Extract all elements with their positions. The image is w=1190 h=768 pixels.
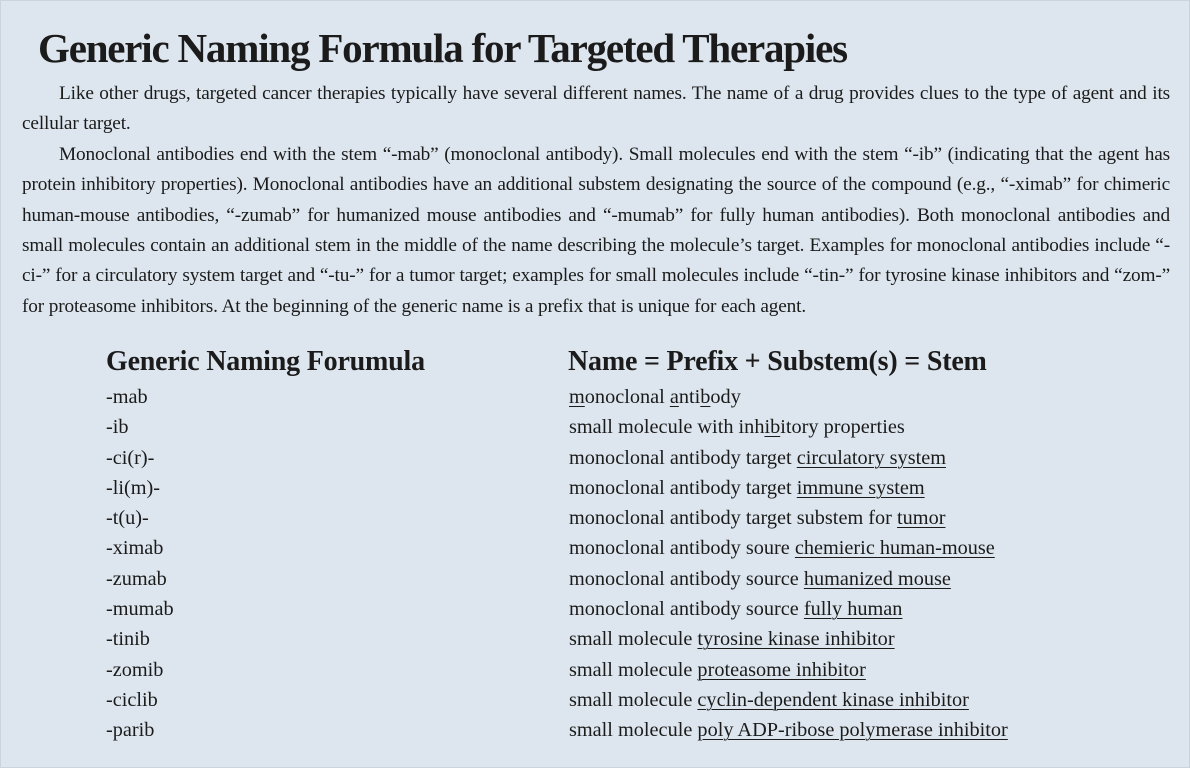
meaning-cell	[569, 412, 905, 442]
underlined-term: tumor	[897, 507, 946, 530]
table-row	[1, 382, 1190, 412]
meaning-text: ody	[710, 386, 741, 408]
stem-cell: -mumab	[106, 598, 174, 621]
table-row	[1, 412, 1190, 442]
meaning-cell	[569, 443, 946, 473]
table-row	[1, 533, 1190, 563]
underlined-term: b	[700, 386, 711, 408]
meaning-text: small molecule	[569, 688, 698, 711]
meaning-column-header: Name = Prefix + Substem(s) = Stem	[568, 346, 987, 377]
meaning-cell	[569, 503, 945, 533]
meaning-cell	[569, 715, 1008, 745]
meaning-text: monoclonal antibody source	[569, 598, 804, 621]
page-title: Generic Naming Formula for Targeted Therapies	[38, 25, 847, 71]
table-row	[1, 624, 1190, 654]
stem-cell: -mab	[106, 386, 148, 408]
stem-explanation-paragraph: Monoclonal antibodies end with the stem “-mab” (monoclonal antibody). Small molecules end with the stem “-ib” (indicating that the agent has protein inhibitory properties). Monoclonal antibodies have an additional substem designating the source of the compound (e.g., “-ximab” for chimeric human-mouse antibodies, “-zumab” for humanized mouse antibodies and “-mumab” for fully human antibodies). Both monoclonal antibodies and small molecules contain an additional stem in the middle of the name describing the molecule’s target. Examples for monoclonal antibodies include “-ci-” for a circulatory system target and “-tu-” for a tumor target; examples for small molecules include “-tin-” for tyrosine kinase inhibitors and “zom-” for proteasome inhibitors. At the beginning of the generic name is a prefix that is unique for each agent.	[22, 143, 1170, 317]
stem-cell: -li(m)-	[106, 476, 161, 499]
stem-cell: -tinib	[106, 628, 150, 651]
meaning-text: monoclonal antibody target	[569, 446, 797, 469]
meaning-text: monoclonal antibody source	[569, 567, 804, 590]
meaning-cell	[569, 564, 951, 594]
stem-cell: -zumab	[106, 567, 167, 590]
underlined-term: ib	[764, 416, 781, 439]
meaning-cell	[569, 685, 969, 715]
underlined-term: circulatory system	[796, 446, 946, 469]
meaning-text: monoclonal antibody target	[569, 476, 797, 499]
table-row	[1, 594, 1190, 624]
meaning-text: monoclonal antibody target substem for	[569, 507, 898, 530]
underlined-term: fully human	[803, 598, 903, 621]
stem-cell: -ib	[106, 416, 129, 439]
meaning-cell	[569, 594, 902, 624]
table-row	[1, 564, 1190, 594]
underlined-term: proteasome inhibitor	[697, 658, 866, 681]
underlined-term: chemieric human-mouse	[794, 537, 995, 560]
stem-cell: -parib	[106, 719, 155, 742]
table-row	[1, 473, 1190, 503]
table-row	[1, 443, 1190, 473]
meaning-text: small molecule with inh	[569, 416, 765, 439]
meaning-cell	[569, 473, 925, 503]
table-row	[1, 503, 1190, 533]
underlined-term: m	[569, 386, 585, 408]
table-row	[1, 715, 1190, 745]
stem-cell: -ximab	[106, 537, 164, 560]
underlined-term: tyrosine kinase inhibitor	[697, 628, 895, 651]
meaning-cell	[569, 533, 995, 563]
meaning-text: small molecule	[569, 628, 698, 651]
meaning-text: monoclonal antibody soure	[569, 537, 795, 560]
stem-cell: -zomib	[106, 658, 164, 681]
underlined-term: poly ADP-ribose polymerase inhibitor	[697, 719, 1008, 742]
underlined-term: humanized mouse	[803, 567, 951, 590]
stem-cell: -t(u)-	[106, 507, 149, 530]
intro-paragraph: Like other drugs, targeted cancer therapies typically have several different names. The name of a drug provides clues to the type of agent and its cellular target.	[22, 83, 1170, 135]
underlined-term: cyclin-dependent kinase inhibitor	[697, 688, 969, 711]
meaning-cell	[569, 624, 895, 654]
meaning-text: itory properties	[780, 416, 905, 439]
stem-cell: -ci(r)-	[106, 446, 155, 469]
stem-cell: -ciclib	[106, 688, 158, 711]
meaning-text: small molecule	[569, 719, 698, 742]
table-row	[1, 655, 1190, 685]
underlined-term: immune system	[796, 476, 925, 499]
formula-column-header: Generic Naming Forumula	[106, 346, 425, 377]
meaning-text: nti	[678, 386, 701, 408]
table-row	[1, 685, 1190, 715]
meaning-text: small molecule	[569, 658, 698, 681]
meaning-text: onoclonal	[584, 386, 670, 408]
meaning-cell	[569, 655, 866, 685]
meaning-cell	[569, 382, 741, 412]
intro-text	[22, 79, 1170, 322]
naming-table	[1, 382, 1190, 746]
underlined-term: a	[669, 386, 679, 408]
